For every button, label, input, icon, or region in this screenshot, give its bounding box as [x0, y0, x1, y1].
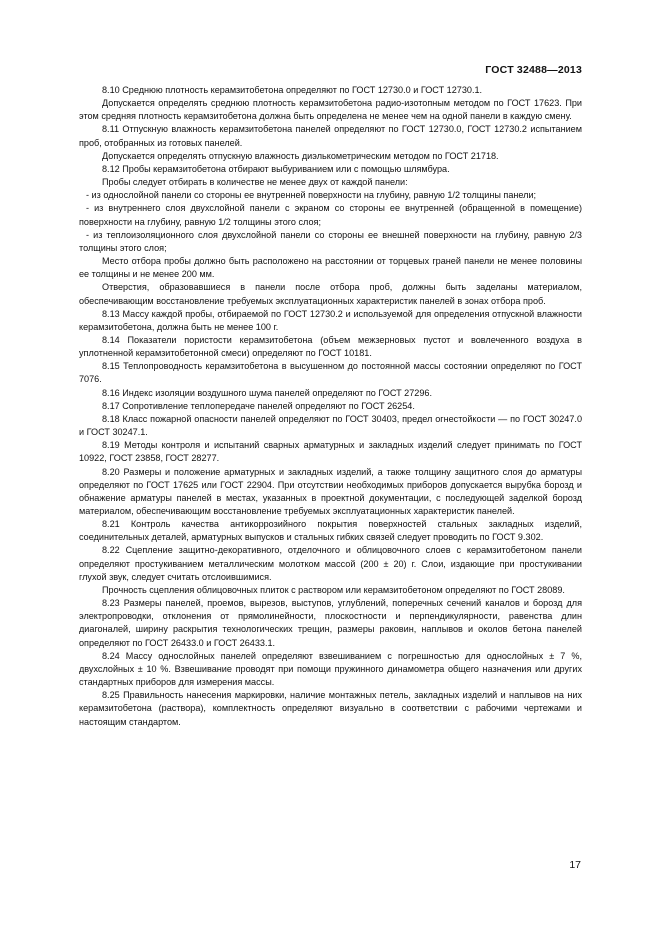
standard-header: ГОСТ 32488—2013: [485, 64, 582, 76]
paragraph: 8.15 Теплопроводность керамзитобетона в высушенном до постоянной массы состоянии определяют по ГОСТ 7076.: [79, 361, 582, 385]
paragraph: 8.12 Пробы керамзитобетона отбирают выбуриванием или с помощью шлямбура.: [102, 163, 450, 174]
page-number: 17: [569, 859, 581, 871]
paragraph: 8.11 Отпускную влажность керамзитобетона панелей определяют по ГОСТ 12730.0, ГОСТ 12730.2 испытанием проб, отобранных из готовых панелей.: [79, 124, 582, 148]
list-item: - из внутреннего слоя двухслойной панели с экраном со стороны ее внутренней (обращенной в помещение) поверхности на глубину, равную 1/2 толщины этого слоя;: [79, 203, 582, 227]
paragraph: Отверстия, образовавшиеся в панели после отбора проб, должны быть заделаны материалом, обеспечивающим восстановление требуемых эксплуатационных характеристик панелей в зонах отбора проб.: [79, 282, 582, 306]
paragraph: 8.24 Массу однослойных панелей определяют взвешиванием с погрешностью для однослойных ± 7 %, двухслойных ± 10 %. Взвешивание проводят при помощи пружинного динамометра общего назначения или других стандартных приборов для измерения массы.: [79, 650, 582, 688]
document-body: [79, 84, 582, 729]
paragraph: 8.10 Среднюю плотность керамзитобетона определяют по ГОСТ 12730.0 и ГОСТ 12730.1.: [102, 85, 483, 95]
paragraph: 8.16 Индекс изоляции воздушного шума панелей определяют по ГОСТ 27296.: [102, 387, 432, 398]
paragraph: Допускается определять отпускную влажность диэлькометрическим методом по ГОСТ 21718.: [102, 150, 499, 161]
paragraph: 8.20 Размеры и положение арматурных и закладных изделий, а также толщину защитного слоя до арматуры определяют по ГОСТ 17625 или ГОСТ 22904. При отсутствии необходимых приборов допускается вырубка борозд и обнажение арматуры панелей в местах, указанных в проектной документации, с последующей заделкой борозд материалом, обеспечивающим восстановление требуемых эксплуатационных характеристик панелей.: [79, 466, 582, 516]
paragraph: 8.13 Массу каждой пробы, отбираемой по ГОСТ 12730.2 и используемой для определения отпускной влажности керамзитобетона, должна быть не менее 100 г.: [79, 308, 582, 332]
paragraph: 8.17 Сопротивление теплопередаче панелей определяют по ГОСТ 26254.: [102, 400, 415, 411]
paragraph: 8.22 Сцепление защитно-декоративного, отделочного и облицовочного слоев с керамзитобетоном панели определяют простукиванием металлическим молотком массой (200 ± 20) г. Слои, издающие при простукивании глухой звук, следует считать отслоившимися.: [79, 545, 582, 582]
paragraph: 8.18 Класс пожарной опасности панелей определяют по ГОСТ 30403, предел огнестойкости — по ГОСТ 30247.0 и ГОСТ 30247.1.: [79, 413, 582, 438]
paragraph: Место отбора пробы должно быть расположено на расстоянии от торцевых граней панели не менее половины ее толщины и не менее 200 мм.: [79, 256, 582, 280]
paragraph: Прочность сцепления облицовочных плиток с раствором или керамзитобетоном определяют по ГОСТ 28089.: [102, 584, 565, 595]
list-item: - из теплоизоляционного слоя двухслойной панели со стороны ее внешней поверхности на глубину, равную 2/3 толщины этого слоя;: [79, 229, 582, 253]
paragraph: 8.19 Методы контроля и испытаний сварных арматурных и закладных изделий следует принимать по ГОСТ 10922, ГОСТ 23858, ГОСТ 28277.: [79, 440, 582, 464]
paragraph: 8.14 Показатели пористости керамзитобетона (объем межзерновых пустот и вовлеченного воздуха в уплотненной керамзитобетонной смеси) определяют по ГОСТ 10181.: [79, 334, 582, 359]
paragraph: 8.25 Правильность нанесения маркировки, наличие монтажных петель, закладных изделий и наплывов на них керамзитобетона (раствора), комплектность определяют визуально в соответствии с рабочими чертежами и настоящим стандартом.: [79, 690, 582, 727]
list-item: - из однослойной панели со стороны ее внутренней поверхности на глубину, равную 1/2 толщины панели;: [86, 190, 537, 201]
paragraph: Допускается определять среднюю плотность керамзитобетона радио-изотопным методом по ГОСТ 17623. При этом средняя плотность керамзитобетона должна быть определена не менее чем на одной панели в каждую смену.: [79, 98, 582, 122]
paragraph: Пробы следует отбирать в количестве не менее двух от каждой панели:: [102, 177, 408, 188]
paragraph: 8.23 Размеры панелей, проемов, вырезов, выступов, углублений, поперечных сечений каналов и борозд для электропроводки, отклонения от прямолинейности, плоскостности и перпендикулярности, равенства длин диагоналей, ширину раскрытия технологических трещин, размеры раковин, наплывов и околов бетона панелей определяют по ГОСТ 26433.0 и ГОСТ 26433.1.: [79, 598, 582, 648]
paragraph: 8.21 Контроль качества антикоррозийного покрытия поверхностей стальных закладных изделий, соединительных деталей, арматурных выпусков и стальных гибких связей следует проводить по ГОСТ 9.302.: [79, 519, 582, 543]
